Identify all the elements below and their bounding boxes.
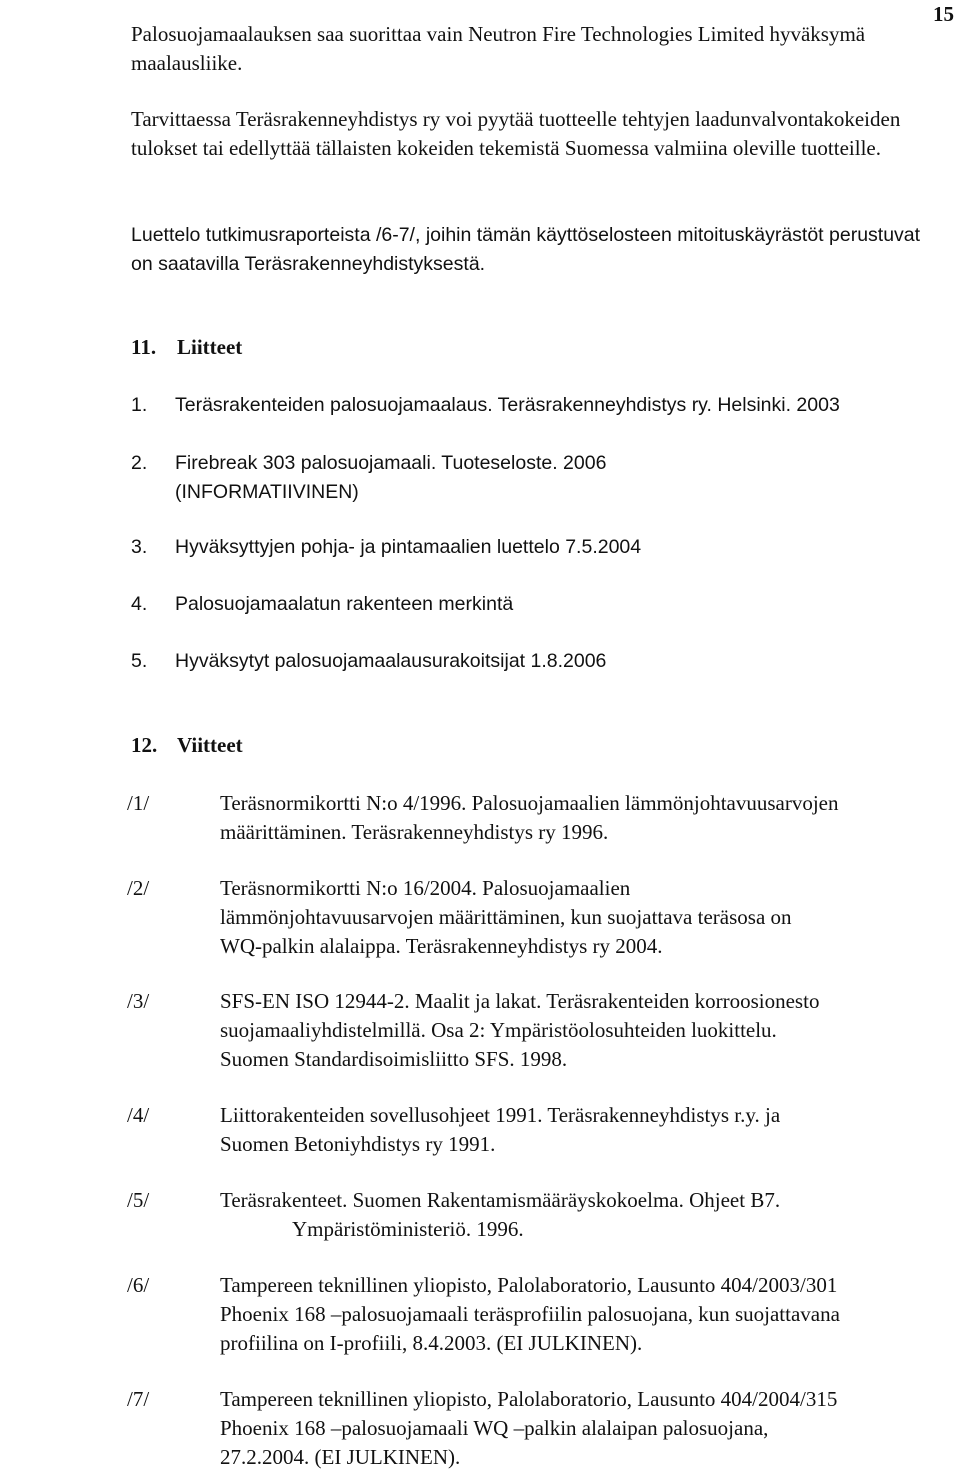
item-number: 1. <box>131 394 148 416</box>
reference-id: /6/ <box>127 1273 150 1297</box>
reference-line: Ympäristöministeriö. 1996. <box>292 1217 524 1241</box>
appendix-item <box>131 590 911 619</box>
paragraph-report-list: Luettelo tutkimusraporteista /6-7/, joihin tämän käyttöselosteen mitoituskäyrästöt perustuvat on saatavilla Teräsrakenneyhdistyksestä. <box>131 224 921 275</box>
reference-id: /1/ <box>127 791 150 815</box>
reference-text <box>220 1101 944 1159</box>
reference-text <box>220 1186 944 1244</box>
appendix-item <box>131 533 911 562</box>
reference-line: määrittäminen. Teräsrakenneyhdistys ry 1996. <box>220 820 609 844</box>
paragraph-quality-control: Tarvittaessa Teräsrakenneyhdistys ry voi pyytää tuotteelle tehtyjen laadunvalvontakokeiden tulokset tai edellyttää tällaisten kokeiden tekemistä Suomessa valmiina oleville tuotteille. <box>131 107 901 160</box>
reference-line: Teräsnormikortti N:o 4/1996. Palosuojamaalien lämmönjohtavuusarvojen <box>220 791 839 815</box>
reference-id: /4/ <box>127 1103 150 1127</box>
item-text-line: Firebreak 303 palosuojamaali. Tuoteseloste. 2006 <box>175 452 607 474</box>
reference-line: suojamaaliyhdistelmillä. Osa 2: Ympäristöolosuhteiden luokittelu. <box>220 1018 777 1042</box>
appendix-item <box>131 449 911 507</box>
item-number: 5. <box>131 650 148 672</box>
reference-line: Liittorakenteiden sovellusohjeet 1991. Teräsrakenneyhdistys r.y. ja <box>220 1103 781 1127</box>
reference-text <box>220 1271 944 1358</box>
section-number: 12. <box>131 733 158 757</box>
item-text <box>175 449 895 507</box>
reference-line: lämmönjohtavuusarvojen määrittäminen, kun suojattava teräsosa on <box>220 905 792 929</box>
reference-id: /3/ <box>127 989 150 1013</box>
item-text-line: (INFORMATIIVINEN) <box>175 481 359 503</box>
reference-text <box>220 789 944 847</box>
item-number: 4. <box>131 593 148 615</box>
reference-line: Tampereen teknillinen yliopisto, Palolaboratorio, Lausunto 404/2003/301 <box>220 1273 838 1297</box>
reference-line: Phoenix 168 –palosuojamaali teräsprofiilin palosuojana, kun suojattavana <box>220 1302 840 1326</box>
reference-line: WQ-palkin alalaippa. Teräsrakenneyhdistys ry 2004. <box>220 934 663 958</box>
reference-id: /5/ <box>127 1188 150 1212</box>
section-heading-viitteet <box>131 731 243 760</box>
reference-entry <box>127 1101 947 1159</box>
paragraph-contractor-approval: Palosuojamaalauksen saa suorittaa vain Neutron Fire Technologies Limited hyväksymä maalausliike. <box>131 22 866 75</box>
section-title: Liitteet <box>177 335 243 359</box>
item-number: 3. <box>131 536 148 558</box>
reference-text <box>220 987 944 1074</box>
reference-entry <box>127 1186 947 1244</box>
item-text: Hyväksytyt palosuojamaalausurakoitsijat 1.8.2006 <box>175 650 607 672</box>
reference-line: Tampereen teknillinen yliopisto, Palolaboratorio, Lausunto 404/2004/315 <box>220 1387 838 1411</box>
item-text: Palosuojamaalatun rakenteen merkintä <box>175 593 514 615</box>
reference-line: Teräsnormikortti N:o 16/2004. Palosuojamaalien <box>220 876 631 900</box>
reference-line: Suomen Betoniyhdistys ry 1991. <box>220 1132 496 1156</box>
reference-line: Suomen Standardisoimisliitto SFS. 1998. <box>220 1047 568 1071</box>
reference-text <box>220 874 944 961</box>
section-heading-liitteet <box>131 333 242 362</box>
reference-line: Phoenix 168 –palosuojamaali WQ –palkin alalaipan palosuojana, <box>220 1416 769 1440</box>
reference-text <box>220 1385 944 1472</box>
reference-line: 27.2.2004. (EI JULKINEN). <box>220 1445 461 1469</box>
item-number: 2. <box>131 452 148 474</box>
reference-entry <box>127 1385 947 1472</box>
reference-line: profiilina on I-profiili, 8.4.2003. (EI JULKINEN). <box>220 1331 643 1355</box>
reference-line: Teräsrakenteet. Suomen Rakentamismääräyskokoelma. Ohjeet B7. <box>220 1188 781 1212</box>
appendix-item <box>131 391 911 420</box>
section-number: 11. <box>131 335 157 359</box>
reference-entry <box>127 1271 947 1358</box>
reference-entry <box>127 987 947 1074</box>
item-text: Teräsrakenteiden palosuojamaalaus. Teräsrakenneyhdistys ry. Helsinki. 2003 <box>175 394 840 416</box>
reference-entry <box>127 874 947 961</box>
item-text: Hyväksyttyjen pohja- ja pintamaalien luettelo 7.5.2004 <box>175 536 642 558</box>
section-title: Viitteet <box>177 733 243 757</box>
appendix-item <box>131 647 911 676</box>
reference-entry <box>127 789 947 847</box>
page-number: 15 <box>933 2 954 26</box>
reference-id: /2/ <box>127 876 150 900</box>
reference-id: /7/ <box>127 1387 150 1411</box>
reference-line: SFS-EN ISO 12944-2. Maalit ja lakat. Teräsrakenteiden korroosionesto <box>220 989 820 1013</box>
